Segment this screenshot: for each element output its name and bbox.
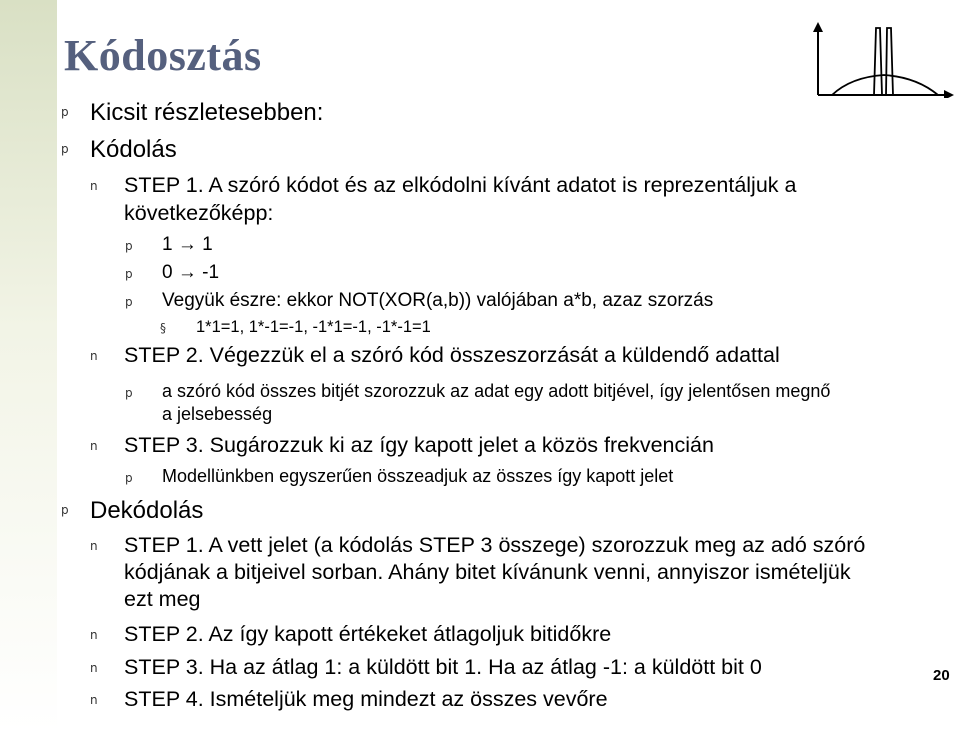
step3-line: STEP 3. Sugározzuk ki az így kapott jelet a közös frekvencián xyxy=(124,433,714,457)
bullet-icon: n xyxy=(90,693,98,707)
bullet-icon: n xyxy=(90,661,98,675)
bullet-icon: § xyxy=(160,321,166,335)
bullet-icon: p xyxy=(61,105,69,119)
slide-title: Kódosztás xyxy=(64,31,262,80)
bullet-icon: p xyxy=(125,267,133,281)
bullet-icon: n xyxy=(90,349,98,363)
products-line: 1*1=1, 1*-1=-1, -1*1=-1, -1*-1=1 xyxy=(196,318,431,336)
spread-spectrum-logo xyxy=(808,20,956,98)
bullet-icon: n xyxy=(90,539,98,553)
left-decor-bar xyxy=(0,0,57,732)
bullet-icon: n xyxy=(90,439,98,453)
step1-line-a: STEP 1. A szóró kódot és az elkódolni kívánt adatot is reprezentáljuk a xyxy=(124,173,797,197)
decode-step2: STEP 2. Az így kapott értékeket átlagoljuk bitidőkre xyxy=(124,622,612,646)
vegyuk-line: Vegyük észre: ekkor NOT(XOR(a,b)) valójában a*b, azaz szorzás xyxy=(162,290,714,311)
step1-line-b: következőképp: xyxy=(124,201,274,225)
page-number: 20 xyxy=(933,667,950,684)
decode-step1-c: ezt meg xyxy=(124,587,201,611)
bullet-icon: p xyxy=(125,295,133,309)
decode-step3: STEP 3. Ha az átlag 1: a küldött bit 1. Ha az átlag -1: a küldött bit 0 xyxy=(124,655,762,679)
bullet-icon: p xyxy=(61,503,69,517)
bullet-icon: n xyxy=(90,628,98,642)
map-zero: 0 → -1 xyxy=(162,262,220,283)
step2-line: STEP 2. Végezzük el a szóró kód összeszorzását a küldendő adattal xyxy=(124,343,780,367)
bullet-icon: p xyxy=(125,239,133,253)
bullet-icon: p xyxy=(125,471,133,485)
step3-sub: Modellünkben egyszerűen összeadjuk az összes így kapott jelet xyxy=(162,466,674,486)
bullet-icon: n xyxy=(90,179,98,193)
bullet-icon: p xyxy=(61,142,69,156)
decode-step4: STEP 4. Ismételjük meg mindezt az összes vevőre xyxy=(124,687,608,711)
section-dekodolas: Dekódolás xyxy=(90,497,204,524)
line-kicsit: Kicsit részletesebben: xyxy=(90,99,324,126)
decode-step1-b: kódjának a bitjeivel sorban. Ahány bitet kívánunk venni, annyiszor ismételjük xyxy=(124,560,851,584)
bullet-icon: p xyxy=(125,386,133,400)
map-one: 1 → 1 xyxy=(162,234,213,255)
step2-sub-b: a jelsebesség xyxy=(162,404,273,424)
section-kodolas: Kódolás xyxy=(90,136,177,163)
step2-sub-a: a szóró kód összes bitjét szorozzuk az adat egy adott bitjével, így jelentősen megnő xyxy=(162,381,831,401)
decode-step1-a: STEP 1. A vett jelet (a kódolás STEP 3 összege) szorozzuk meg az adó szóró xyxy=(124,533,866,557)
